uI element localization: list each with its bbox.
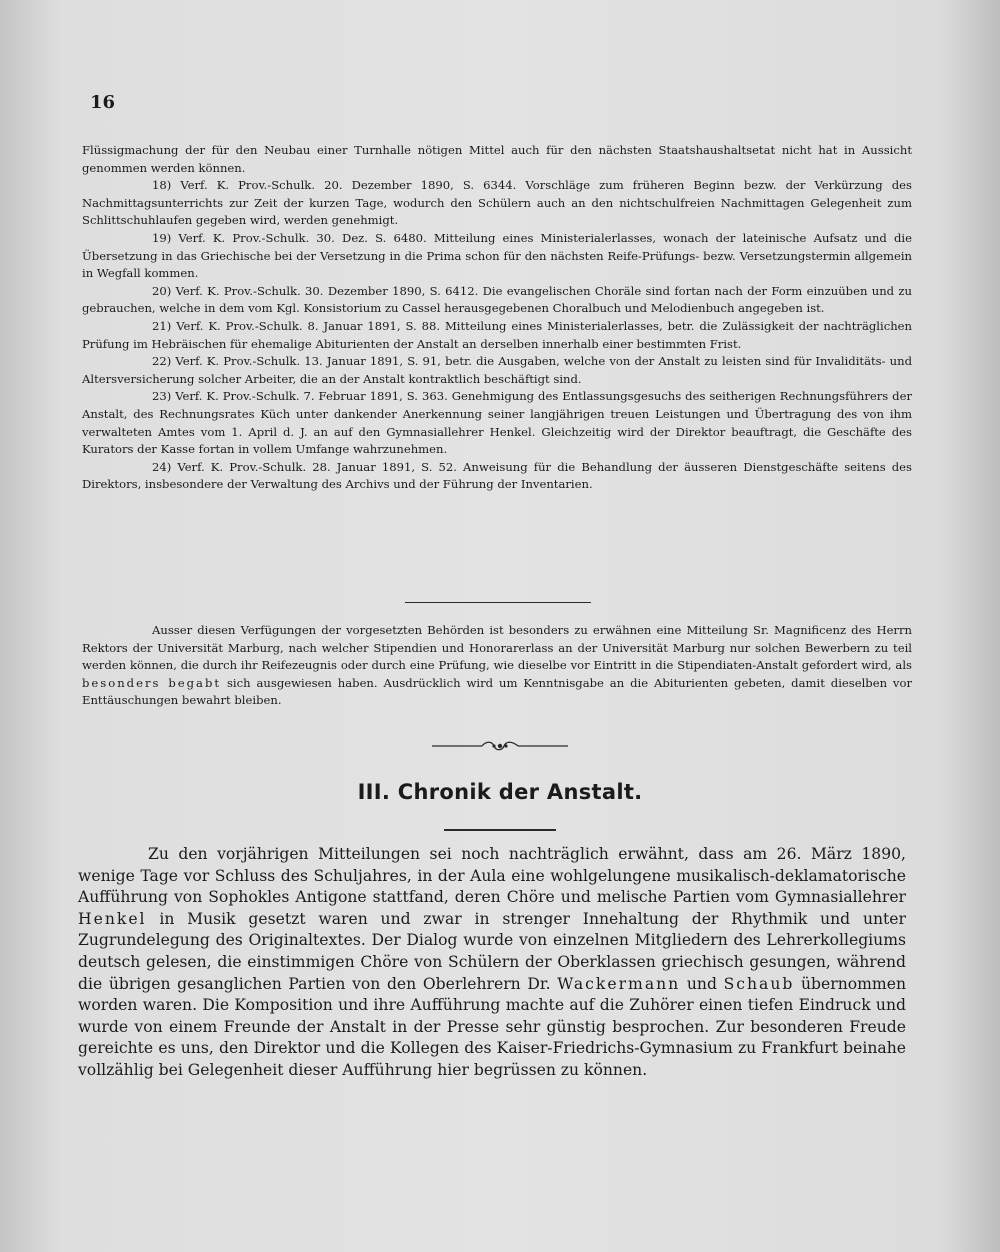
person-name: Wackermann (557, 974, 681, 993)
person-name: Henkel (78, 909, 147, 928)
chronicle-text: in Musik gesetzt waren und zwar in strenger Innehaltung der Rhythmik und unter Zugrundelegung des Originaltextes. Der Dialog wurde von einzelnen Mitgliedern des Lehrerkollegiums deutsch gelesen, die einstimmigen Chöre von Schülern der Oberklassen griechisch gesungen, während die übrigen gesanglichen Partien von den Oberlehrern Dr. (78, 909, 906, 993)
decree-item: 22) Verf. K. Prov.-Schulk. 13. Januar 1891, S. 91, betr. die Ausgaben, welche von der Anstalt zu leisten sind für Invaliditäts- und Altersversicherung solcher Arbeiter, die an der Anstalt kontraktlich beschäftigt sind. (82, 354, 912, 386)
decree-item: 24) Verf. K. Prov.-Schulk. 28. Januar 1891, S. 52. Anweisung für die Behandlung der äusseren Dienstgeschäfte seitens des Direktors, insbesondere der Verwaltung des Archivs und der Führung der Inventarien. (82, 459, 912, 492)
decree-item: 19) Verf. K. Prov.-Schulk. 30. Dez. S. 6480. Mitteilung eines Ministerialerlasses, wonach der lateinische Aufsatz und die Übersetzung in das Griechische bei der Versetzung in die Prima schon für den nächsten Reife-Prüfungs- bezw. Versetzungstermin allgemein in Wegfall kommen. (82, 230, 912, 281)
note-text: sich ausgewiesen haben. Ausdrücklich wird um Kenntnisgabe an die Abiturienten gebeten, damit dieselben vor Enttäuschungen bewahrt bleiben. (82, 675, 913, 708)
additional-note (82, 622, 912, 710)
decree-item: 21) Verf. K. Prov.-Schulk. 8. Januar 1891, S. 88. Mitteilung eines Ministerialerlasses, betr. die Zulässigkeit der nachträglichen Prüfung im Hebräischen für ehemalige Abiturienten der Anstalt an derselben innerhalb einer bestimmten Frist. (82, 318, 912, 351)
chronicle-text: übernommen worden waren. Die Komposition und ihre Aufführung machte auf die Zuhörer einen tiefen Eindruck und wurde von einem Freunde der Anstalt in der Presse sehr günstig besprochen. Zur besonderen Freude gereichte es uns, den Direktor und die Kollegen des Kaiser-Friedrichs-Gymnasium zu Frankfurt beinahe vollzählig bei Gelegenheit dieser Aufführung hier begrüssen zu können. (78, 974, 906, 1079)
decree-item: 23) Verf. K. Prov.-Schulk. 7. Februar 1891, S. 363. Genehmigung des Entlassungsgesuchs des seitherigen Rechnungsführers der Anstalt, des Rechnungsrates Küch unter dankender Anerkennung seiner langjährigen treuen Leistungen und Übertragung des von ihm verwalteten Amtes vom 1. April d. J. an auf den Gymnasiallehrer Henkel. Gleichzeitig wird der Direktor beauftragt, die Geschäfte des Kurators der Kasse fortan in vollem Umfange wahrzunehmen. (82, 389, 912, 457)
note-text: Ausser diesen Verfügungen der vorgesetzten Behörden ist besonders zu erwähnen eine Mitteilung Sr. Magnificenz des Herrn Rektors der Universität Marburg, nach welcher Stipendien und Honorarerlass an der Universität Marburg nur solchen Bewerbern zu teil werden können, die durch ihr Reifezeugnis oder durch eine Prüfung, wie dieselbe vor Eintritt in die Stipendiaten-Anstalt gefordert wird, als (82, 623, 912, 673)
decree-item: 18) Verf. K. Prov.-Schulk. 20. Dezember 1890, S. 6344. Vorschläge zum früheren Beginn bezw. der Verkürzung des Nachmittagsunterrichts zur Zeit der kurzen Tage, wodurch den Schülern auch an den nichtschulfreien Nachmittagen Gelegenheit zum Schlittschuhlaufen gegeben wird, werden genehmigt. (82, 178, 912, 228)
page-number: 16 (90, 92, 116, 113)
decree-continuation: Flüssigmachung der für den Neubau einer Turnhalle nötigen Mittel auch für den nächsten Staatshaushaltsetat nicht hat in Aussicht genommen werden können. (82, 143, 912, 175)
heading-underline (444, 829, 556, 831)
decree-item: 20) Verf. K. Prov.-Schulk. 30. Dezember 1890, S. 6412. Die evangelischen Choräle sind fortan nach der Form einzuüben und zu gebrauchen, welche in dem vom Kgl. Konsistorium zu Cassel herausgegebenen Choralbuch und Melodienbuch angegeben ist. (82, 283, 912, 316)
note-emphasis: besonders begabt (82, 675, 222, 690)
section-heading: III. Chronik der Anstalt. (357, 780, 643, 804)
decree-list (82, 142, 912, 494)
section-divider (405, 602, 591, 603)
chronicle-paragraph (78, 844, 906, 1082)
chronicle-text: Zu den vorjährigen Mitteilungen sei noch nachträglich erwähnt, dass am 26. März 1890, wenige Tage vor Schluss des Schuljahres, in der Aula eine wohlgelungene musikalisch-deklamatorische Aufführung von Sophokles Antigone stattfand, deren Chöre und melische Partien vom Gymnasiallehrer (78, 845, 906, 907)
person-name: Schaub (723, 974, 795, 993)
ornament-divider (430, 738, 570, 754)
chronicle-text: und (686, 974, 717, 993)
